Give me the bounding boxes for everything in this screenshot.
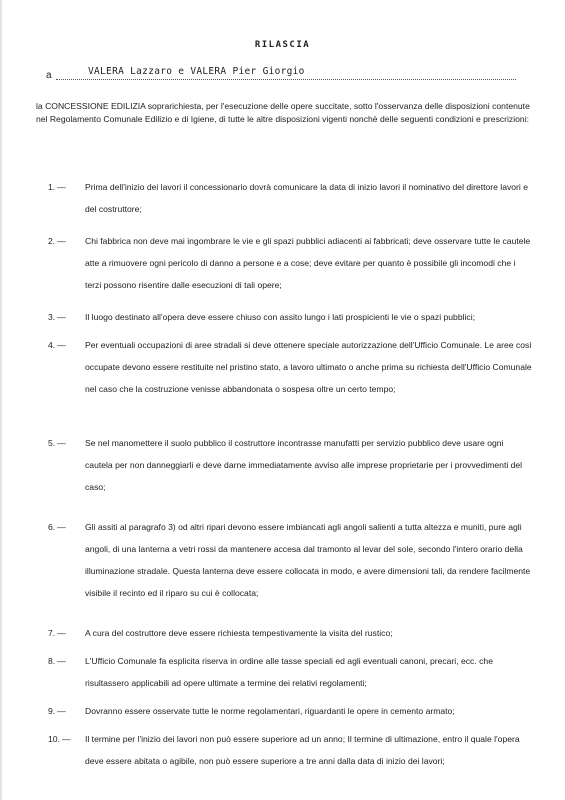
condition-item-9: 9. — Dovranno essere osservate tutte le norme regolamentari, riguardanti le opere in cemento armato; bbox=[48, 700, 533, 722]
recipient-prefix: a bbox=[46, 70, 52, 81]
item-text: Il termine per l'inizio dei lavori non può essere superiore ad un anno; Il termine di ultimazione, entro il quale l'opera deve essere abitata o agibile, non può essere superiore a tre anni dalla data di inizio dei lavori; bbox=[85, 734, 520, 766]
item-text: Chi fabbrica non deve mai ingombrare le vie e gli spazi pubblici adiacenti ai fabbricati; deve osservare tutte le cautele atte a rimuovere ogni pericolo di danno a persone e a cose; deve evitare per quanto è possibile gli incomodi che i terzi possono risentire dalle esecuzioni di tali opere; bbox=[85, 236, 531, 290]
condition-item-8: 8. — L'Ufficio Comunale fa esplicita riserva in ordine alle tasse speciali ed agli eventuali canoni, precari, ecc. che risultassero applicabili ad opere ultimate a termine dei relativi regolamenti; bbox=[48, 650, 533, 694]
item-number: 7. bbox=[48, 628, 56, 638]
item-number: 1. bbox=[48, 182, 56, 192]
condition-item-6: 6. — Gli assiti al paragrafo 3) od altri ripari devono essere imbiancati agli angoli salienti a tutta altezza e muniti, pure agli angoli, di una lanterna a vetri rossi da mantenere accesa dal tramonto al levar del sole, secondo l'intero orario della illuminazione stradale. Questa lanterna deve essere collocata in modo, e avere dimensioni tali, da rendere facilmente visibile il recinto ed il riparo su cui è collocata; bbox=[48, 516, 533, 604]
item-text: Per eventuali occupazioni di aree stradali si deve ottenere speciale autorizzazione dell'Ufficio Comunale. Le aree così occupate devono essere restituite nel pristino stato, a lavoro ultimato o anche prima su richiesta dell'Ufficio Comunale nel caso che la costruzione venisse abbandonata o sospesa oltre un certo tempo; bbox=[85, 340, 532, 394]
item-number: 3. bbox=[48, 312, 56, 322]
item-text: Prima dell'inizio dei lavori il concessionario dovrà comunicare la data di inizio lavori il nominativo del direttore lavori e del costruttore; bbox=[85, 182, 528, 214]
recipient-row bbox=[36, 66, 516, 82]
condition-item-7: 7. — A cura del costruttore deve essere richiesta tempestivamente la visita del rustico; bbox=[48, 622, 533, 644]
recipient-name: VALERA Lazzaro e VALERA Pier Giorgio bbox=[88, 66, 305, 77]
condition-item-1: 1. — Prima dell'inizio dei lavori il concessionario dovrà comunicare la data di inizio lavori il nominativo del direttore lavori e del costruttore; bbox=[48, 176, 533, 220]
item-text: Se nel manomettere il suolo pubblico il costruttore incontrasse manufatti per servizio pubblico deve usare ogni cautela per non danneggiarli e deve darne immediatamente avviso alle imprese proprietarie per i provvedimenti del caso; bbox=[85, 438, 523, 492]
item-text: Il luogo destinato all'opera deve essere chiuso con assito lungo i lati prospicienti le vie o spazi pubblici; bbox=[85, 312, 476, 322]
condition-item-4: 4. — Per eventuali occupazioni di aree stradali si deve ottenere speciale autorizzazione dell'Ufficio Comunale. Le aree così occupate devono essere restituite nel pristino stato, a lavoro ultimato o anche prima su richiesta dell'Ufficio Comunale nel caso che la costruzione venisse abbandonata o sospesa oltre un certo tempo; bbox=[48, 334, 533, 400]
condition-item-10: 10. — Il termine per l'inizio dei lavori non può essere superiore ad un anno; Il termine di ultimazione, entro il quale l'opera deve essere abitata o agibile, non può essere superiore a tre anni dalla data di inizio dei lavori; bbox=[48, 728, 533, 772]
item-number: 10. bbox=[48, 734, 60, 744]
item-text: L'Ufficio Comunale fa esplicita riserva in ordine alle tasse speciali ed agli eventuali canoni, precari, ecc. che risultassero applicabili ad opere ultimate a termine dei relativi regolamenti; bbox=[85, 656, 493, 688]
condition-item-5: 5. — Se nel manomettere il suolo pubblico il costruttore incontrasse manufatti per servizio pubblico deve usare ogni cautela per non danneggiarli e deve darne immediatamente avviso alle imprese proprietarie per i provvedimenti del caso; bbox=[48, 432, 533, 498]
condition-item-3: 3. — Il luogo destinato all'opera deve essere chiuso con assito lungo i lati prospicienti le vie o spazi pubblici; bbox=[48, 306, 533, 328]
intro-paragraph: la CONCESSIONE EDILIZIA soprarichiesta, per l'esecuzione delle opere succitate, sotto l'osservanza delle disposizioni contenute nel Regolamento Comunale Edilizio e di Igiene, di tutte le altre disposizioni vigenti nonchè delle seguenti condizioni e prescrizioni: bbox=[36, 101, 530, 124]
item-number: 9. bbox=[48, 706, 56, 716]
item-number: 5. bbox=[48, 438, 56, 448]
scan-edge-shadow bbox=[0, 0, 3, 800]
item-number: 8. bbox=[48, 656, 56, 666]
item-text: Gli assiti al paragrafo 3) od altri ripari devono essere imbiancati agli angoli salienti a tutta altezza e muniti, pure agli angoli, di una lanterna a vetri rossi da mantenere accesa dal tramonto al levar del sole, secondo l'intero orario della illuminazione stradale. Questa lanterna deve essere collocata in modo, e avere dimensioni tali, da rendere facilmente visibile il recinto ed il riparo su cui è collocata; bbox=[85, 522, 531, 598]
document-title: RILASCIA bbox=[254, 40, 311, 50]
condition-item-2: 2. — Chi fabbrica non deve mai ingombrare le vie e gli spazi pubblici adiacenti ai fabbricati; deve osservare tutte le cautele atte a rimuovere ogni pericolo di danno a persone e a cose; deve evitare per quanto è possibile gli incomodi che i terzi possono risentire dalle esecuzioni di tali opere; bbox=[48, 230, 533, 296]
item-number: 6. bbox=[48, 522, 56, 532]
item-number: 4. bbox=[48, 340, 56, 350]
recipient-dotted-line bbox=[56, 79, 516, 80]
item-number: 2. bbox=[48, 236, 56, 246]
item-text: A cura del costruttore deve essere richiesta tempestivamente la visita del rustico; bbox=[85, 628, 393, 638]
item-text: Dovranno essere osservate tutte le norme regolamentari, riguardanti le opere in cemento armato; bbox=[85, 706, 455, 716]
